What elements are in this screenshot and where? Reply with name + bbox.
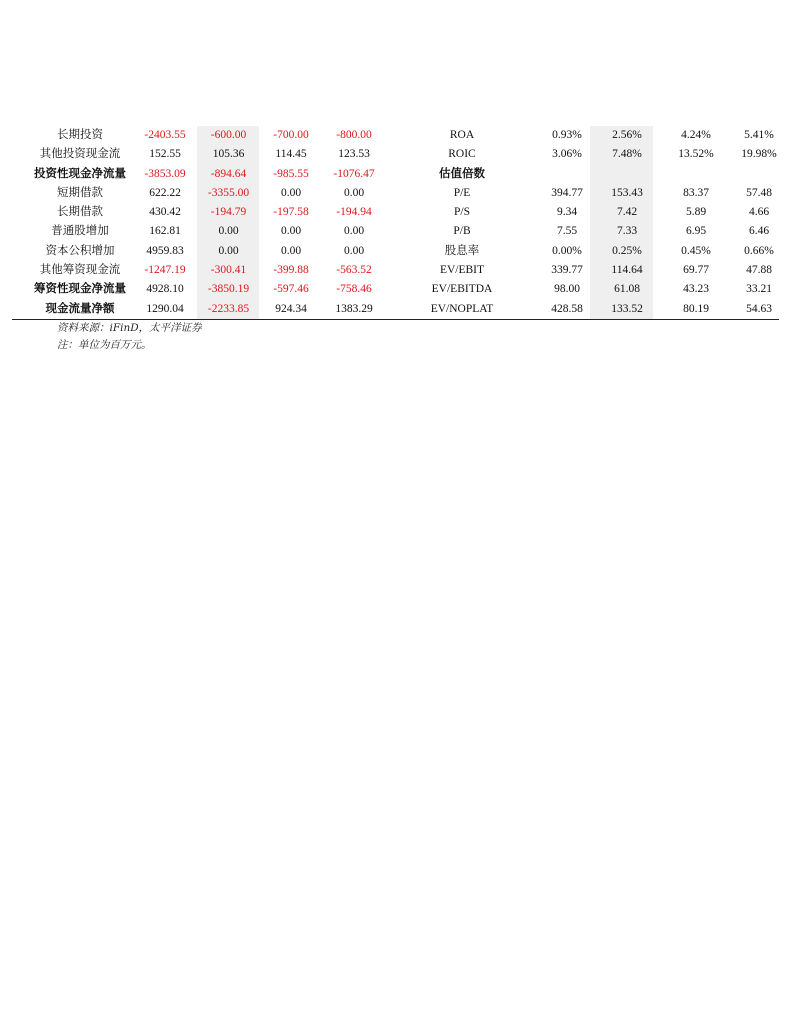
metric-label: P/S [454, 206, 470, 219]
metric-value: 43.23 [683, 283, 709, 296]
table-row [12, 184, 779, 203]
metric-value: 4.66 [748, 206, 770, 219]
metric-value: 3.06% [552, 148, 582, 161]
metric-label: ROIC [448, 148, 476, 161]
metric-label: EV/EBIT [439, 264, 485, 277]
metric-value: 7.42 [616, 206, 638, 219]
cashflow-value: 105.36 [212, 148, 245, 161]
table-row [12, 222, 779, 241]
metric-value: 19.98% [741, 148, 777, 161]
metric-value: 0.25% [612, 244, 642, 257]
metric-value: 6.46 [748, 225, 770, 238]
metric-value: 394.77 [551, 186, 583, 199]
metric-value: 9.34 [556, 206, 578, 219]
metric-value: 61.08 [614, 283, 640, 296]
row-label: 投资性现金净流量 [34, 167, 126, 180]
cashflow-value: 1290.04 [146, 302, 184, 315]
cashflow-value: -600.00 [210, 129, 247, 141]
metric-label: EV/NOPLAT [430, 302, 494, 315]
cashflow-value: -194.79 [210, 206, 247, 219]
table-row [12, 203, 779, 222]
metric-value: 339.77 [551, 264, 583, 277]
row-label: 现金流量净额 [45, 302, 115, 315]
cashflow-value: 162.81 [149, 225, 181, 238]
metric-value: 80.19 [683, 302, 709, 315]
table-row [12, 242, 779, 261]
metric-label: EV/EBITDA [431, 283, 493, 296]
cashflow-value: -3853.09 [144, 167, 186, 180]
table-row [12, 280, 779, 299]
metric-label: P/E [453, 186, 471, 199]
cashflow-value: -3850.19 [207, 283, 250, 296]
metric-value: 54.63 [746, 302, 772, 315]
metric-value: 83.37 [683, 186, 709, 199]
row-label: 普通股增加 [51, 225, 109, 238]
metric-value: 5.41% [744, 129, 774, 141]
metric-label: 股息率 [444, 244, 480, 257]
metric-value: 2.56% [612, 129, 642, 141]
table-row [12, 261, 779, 280]
cashflow-value: 4959.83 [146, 244, 184, 257]
metric-value: 153.43 [611, 186, 643, 199]
cashflow-value: -197.58 [273, 206, 309, 219]
metric-label: 估值倍数 [439, 167, 485, 180]
cashflow-value: -300.41 [210, 264, 247, 277]
metric-value: 114.64 [611, 264, 643, 277]
row-label: 其他筹资现金流 [39, 264, 121, 277]
cashflow-value: -985.55 [273, 167, 309, 180]
metric-value: 7.55 [556, 225, 578, 238]
cashflow-value: 152.55 [149, 148, 181, 161]
table-row [12, 165, 779, 184]
metric-value: 47.88 [746, 264, 772, 277]
cashflow-value: -758.46 [336, 283, 372, 296]
metric-value: 98.00 [554, 283, 580, 296]
row-label: 筹资性现金净流量 [34, 283, 126, 296]
metric-value: 0.45% [681, 244, 711, 257]
cashflow-value: 430.42 [149, 206, 181, 219]
cashflow-value: 0.00 [280, 244, 302, 257]
metric-value: 4.24% [681, 129, 711, 141]
cashflow-value: 0.00 [218, 225, 239, 238]
metric-value: 13.52% [678, 148, 714, 161]
metric-value: 0.00% [552, 244, 582, 257]
cashflow-value: -563.52 [336, 264, 372, 277]
cashflow-value: 4928.10 [146, 283, 184, 296]
metric-label: ROA [449, 129, 475, 141]
table-row [12, 145, 779, 164]
cashflow-value: -597.46 [273, 283, 309, 296]
cashflow-value: -700.00 [273, 129, 309, 141]
source-note: 资料来源：iFinD，太平洋证券 [57, 322, 202, 334]
cashflow-value: 0.00 [343, 186, 365, 199]
metric-value: 0.93% [552, 129, 582, 141]
metric-value: 0.66% [744, 244, 774, 257]
table-row [12, 300, 779, 319]
cashflow-value: -194.94 [336, 206, 372, 219]
cashflow-value: 0.00 [280, 186, 302, 199]
metric-value: 5.89 [685, 206, 707, 219]
unit-note: 注：单位为百万元。 [57, 339, 152, 351]
cashflow-value: 114.45 [275, 148, 307, 161]
cashflow-value: 0.00 [280, 225, 302, 238]
metric-value: 428.58 [551, 302, 583, 315]
cashflow-value: -2403.55 [144, 129, 186, 141]
cashflow-value: 924.34 [275, 302, 307, 315]
row-label: 资本公积增加 [45, 244, 115, 257]
cashflow-value: 0.00 [343, 225, 365, 238]
cashflow-value: -800.00 [336, 129, 372, 141]
row-label: 其他投资现金流 [39, 148, 121, 161]
table-row [12, 126, 779, 145]
cashflow-value: 622.22 [149, 186, 181, 199]
cashflow-value: -3355.00 [207, 186, 250, 199]
row-label: 短期借款 [57, 186, 103, 199]
metric-label: P/B [453, 225, 471, 238]
metric-value: 7.33 [616, 225, 638, 238]
cashflow-value: -399.88 [273, 264, 309, 277]
metric-value: 6.95 [685, 225, 707, 238]
cashflow-value: -2233.85 [207, 302, 250, 315]
financial-table [12, 126, 779, 319]
metric-value: 133.52 [611, 302, 643, 315]
cashflow-value: -1247.19 [144, 264, 186, 277]
cashflow-value: 0.00 [343, 244, 365, 257]
cashflow-value: 1383.29 [335, 302, 373, 315]
cashflow-value: -894.64 [210, 167, 247, 180]
metric-value: 33.21 [746, 283, 772, 296]
metric-value: 69.77 [683, 264, 709, 277]
cashflow-value: -1076.47 [333, 167, 375, 180]
cashflow-value: 123.53 [338, 148, 370, 161]
row-label: 长期借款 [57, 206, 103, 219]
metric-value: 7.48% [612, 148, 642, 161]
metric-value: 57.48 [746, 186, 772, 199]
cashflow-value: 0.00 [218, 244, 239, 257]
row-label: 长期投资 [57, 129, 103, 141]
